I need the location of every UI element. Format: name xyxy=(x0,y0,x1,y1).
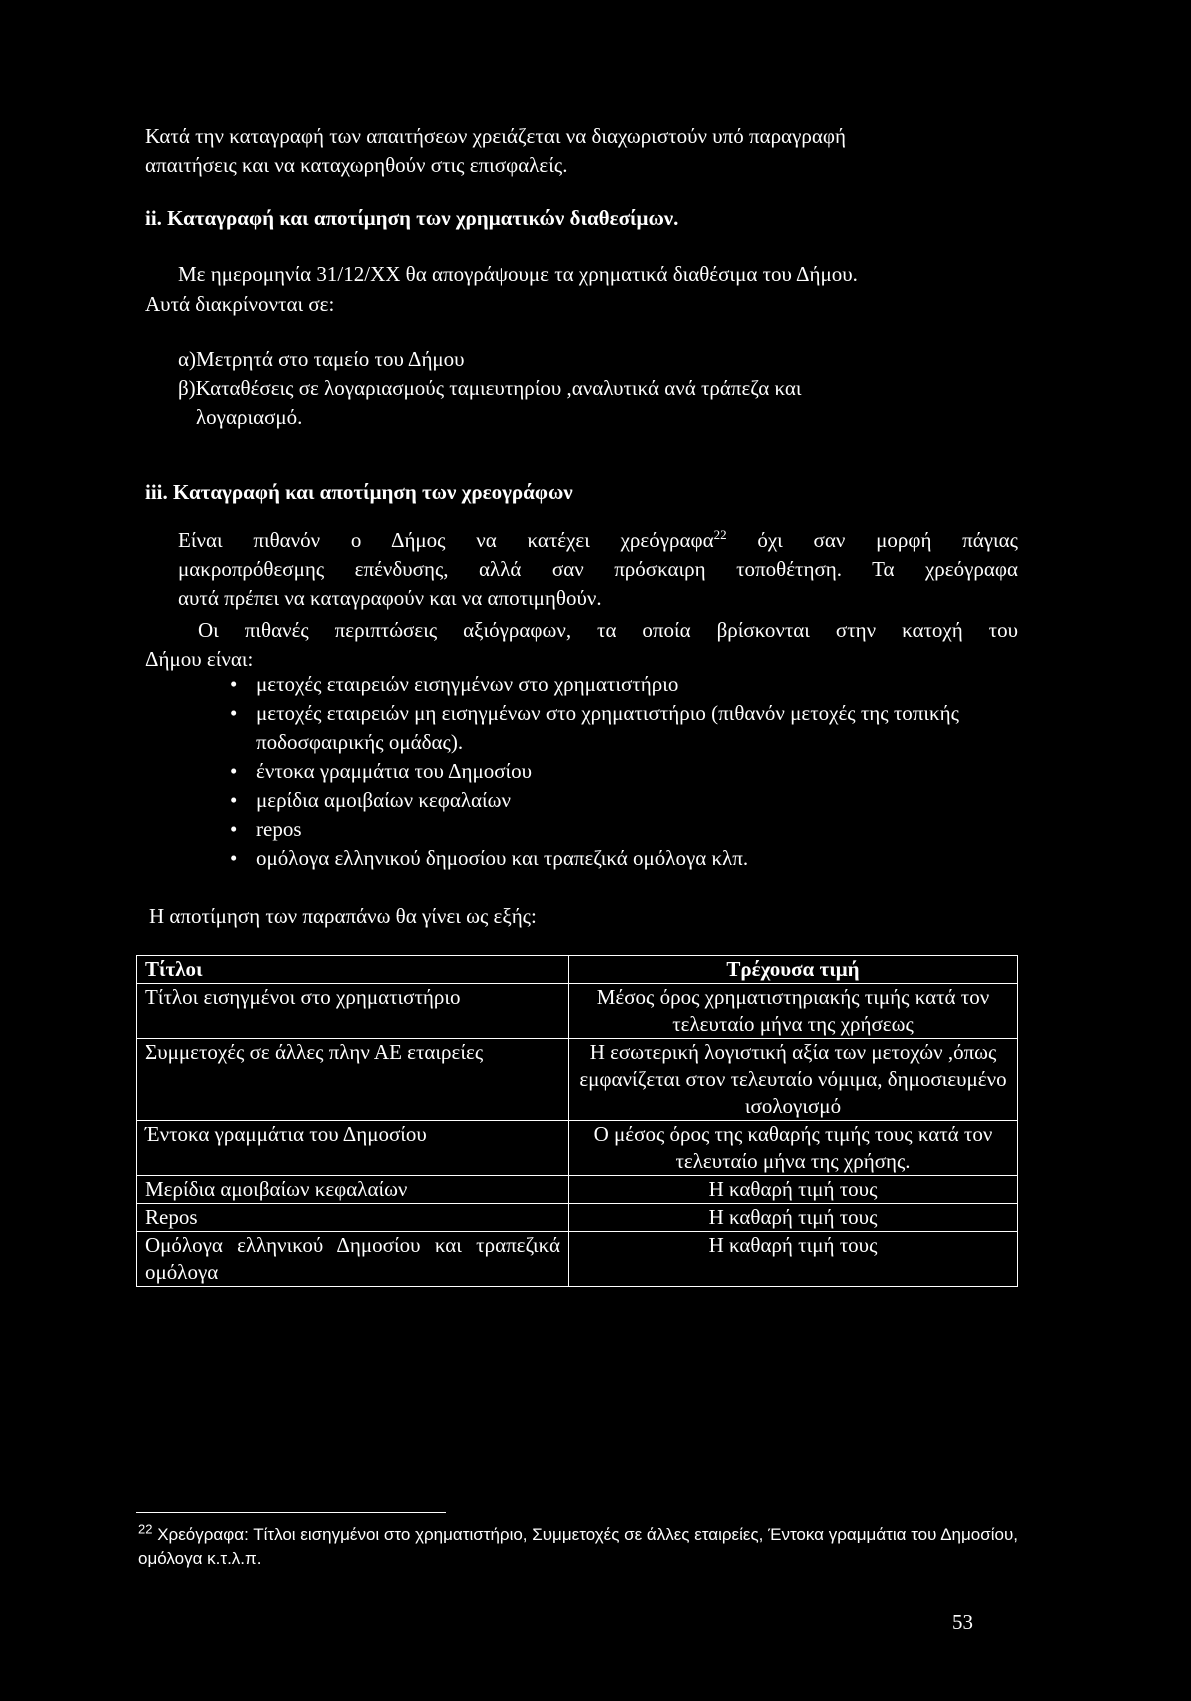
intro-paragraph xyxy=(145,122,1025,180)
table-cell-price: Η καθαρή τιμή τους xyxy=(569,1176,1018,1204)
table-cell-price: Η καθαρή τιμή τους xyxy=(569,1232,1018,1287)
cash-categories-list xyxy=(178,345,1028,432)
column-header-titles: Τίτλοι xyxy=(137,956,569,984)
bullet-icon: • xyxy=(230,759,238,783)
valuation-table xyxy=(136,955,1018,1287)
securities-paragraph xyxy=(178,526,1018,613)
section-2-para-line-2: Αυτά διακρίνονται σε: xyxy=(145,292,335,316)
list-item-text: ομόλογα ελληνικού δημοσίου και τραπεζικά ομόλογα κλπ. xyxy=(256,846,749,870)
list-item xyxy=(230,757,1030,786)
securities-line-3: αυτά πρέπει να καταγραφούν και να αποτιμηθούν. xyxy=(178,586,602,610)
table-row xyxy=(137,1204,1018,1232)
section-2-heading: ii. Καταγραφή και αποτίμηση των χρηματικών διαθεσίμων. xyxy=(145,206,679,230)
list-item-text: μετοχές εταιρειών μη εισηγμένων στο χρηματιστήριο (πιθανόν μετοχές της τοπικής ποδοσφαιρικής ομάδας). xyxy=(256,701,959,754)
list-item xyxy=(230,786,1030,815)
table-row xyxy=(137,1039,1018,1121)
list-item-text: repos xyxy=(256,817,302,841)
list-item xyxy=(230,815,1030,844)
table-row xyxy=(137,984,1018,1039)
table-cell-title: Repos xyxy=(137,1204,569,1232)
table-row xyxy=(137,1232,1018,1287)
valuation-intro: Η αποτίμηση των παραπάνω θα γίνει ως εξής: xyxy=(149,904,537,928)
column-header-current-price: Τρέχουσα τιμή xyxy=(569,956,1018,984)
intro-line-1: Κατά την καταγραφή των απαιτήσεων χρειάζεται να διαχωριστούν υπό παραγραφή xyxy=(145,124,846,148)
table-cell-price: Η καθαρή τιμή τους xyxy=(569,1204,1018,1232)
securities-line-1-rest: όχι σαν μορφή πάγιας xyxy=(726,528,1019,552)
page-number: 53 xyxy=(952,1610,973,1634)
list-item-text: μερίδια αμοιβαίων κεφαλαίων xyxy=(256,788,511,812)
footnote-number: 22 xyxy=(138,1521,153,1537)
bullet-icon: • xyxy=(230,788,238,812)
footnote xyxy=(138,1523,1018,1571)
bullet-icon: • xyxy=(230,701,238,725)
footnote-reference: 22 xyxy=(713,527,727,542)
cases-line-2: Δήμου είναι: xyxy=(145,647,254,671)
bullet-icon: • xyxy=(230,846,238,870)
intro-line-2: απαιτήσεις και να καταχωρηθούν στις επισφαλείς. xyxy=(145,153,568,177)
table-cell-title: Συμμετοχές σε άλλες πλην ΑΕ εταιρείες xyxy=(137,1039,569,1121)
table-row xyxy=(137,1176,1018,1204)
list-item-text: έντοκα γραμμάτια του Δημοσίου xyxy=(256,759,533,783)
footnote-text: Χρεόγραφα: Τίτλοι εισηγμένοι στο χρηματιστήριο, Συμμετοχές σε άλλες εταιρείες, Έντοκα γραμμάτια του Δημοσίου, ομόλογα κ.τ.λ.π. xyxy=(138,1525,1019,1568)
table-row xyxy=(137,1121,1018,1176)
list-item xyxy=(230,844,1030,873)
cases-paragraph xyxy=(145,616,1018,674)
table-cell-price: Ο μέσος όρος της καθαρής τιμής τους κατά τον τελευταίο μήνα της χρήσης. xyxy=(569,1121,1018,1176)
securities-line-1 xyxy=(178,526,1018,555)
securities-line-1-text: Είναι πιθανόν ο Δήμος να κατέχει χρεόγραφα xyxy=(178,528,714,552)
table-cell-title: Έντοκα γραμμάτια του Δημοσίου xyxy=(137,1121,569,1176)
cash-item-a: α)Μετρητά στο ταμείο του Δήμου xyxy=(178,347,465,371)
table-header-row xyxy=(137,956,1018,984)
table-cell-title: Μερίδια αμοιβαίων κεφαλαίων xyxy=(137,1176,569,1204)
cash-item-b-line-1: β)Καταθέσεις σε λογαριασμούς ταμιευτηρίου ,αναλυτικά ανά τράπεζα και xyxy=(178,376,802,400)
securities-line-2: μακροπρόθεσμης επένδυσης, αλλά σαν πρόσκαιρη τοποθέτηση. Τα χρεόγραφα xyxy=(178,557,1018,581)
cash-item-b-line-2: λογαριασμό. xyxy=(196,405,303,429)
bullet-icon: • xyxy=(230,817,238,841)
table-cell-title: Ομόλογα ελληνικού Δημοσίου και τραπεζικά ομόλογα xyxy=(137,1232,569,1287)
section-3-heading: iii. Καταγραφή και αποτίμηση των χρεογράφων xyxy=(145,480,573,504)
bullet-icon: • xyxy=(230,672,238,696)
footnote-divider xyxy=(136,1512,446,1513)
section-2-para-line-1: Με ημερομηνία 31/12/ΧΧ θα απογράψουμε τα χρηματικά διαθέσιμα του Δήμου. xyxy=(178,262,858,286)
list-item xyxy=(230,670,1030,699)
cases-line-1: Οι πιθανές περιπτώσεις αξιόγραφων, τα οποία βρίσκονται στην κατοχή του xyxy=(198,618,1018,642)
securities-bullet-list xyxy=(230,670,1030,873)
table-cell-price: Η εσωτερική λογιστική αξία των μετοχών ,όπως εμφανίζεται στον τελευταίο νόμιμα, δημοσιευμένο ισολογισμό xyxy=(569,1039,1018,1121)
list-item-text: μετοχές εταιρειών εισηγμένων στο χρηματιστήριο xyxy=(256,672,679,696)
table-cell-price: Μέσος όρος χρηματιστηριακής τιμής κατά τον τελευταίο μήνα της χρήσεως xyxy=(569,984,1018,1039)
list-item xyxy=(230,699,1030,757)
table-cell-title: Τίτλοι εισηγμένοι στο χρηματιστήριο xyxy=(137,984,569,1039)
